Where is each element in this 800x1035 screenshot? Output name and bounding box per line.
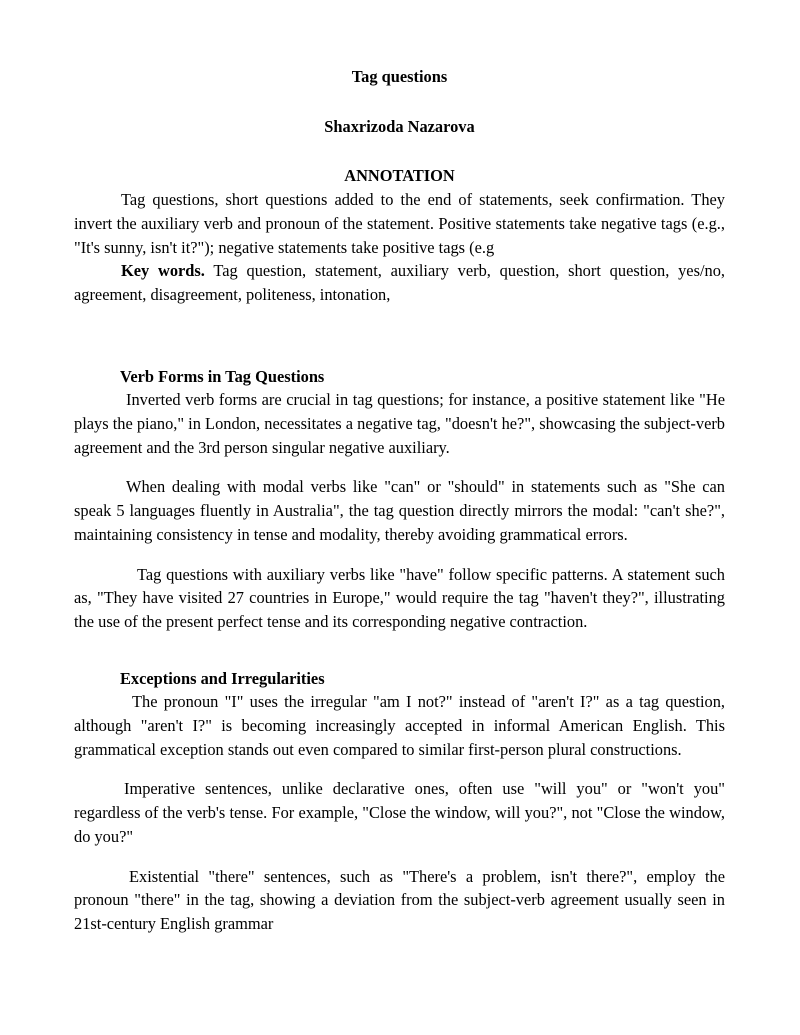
keywords-text: Tag question, statement, auxiliary verb, question, short question, yes/no, agreement, disagreement, politeness, intonation, bbox=[74, 261, 725, 304]
document-title: Tag questions bbox=[351, 67, 448, 86]
document-page bbox=[74, 65, 725, 936]
keywords-label: Key words. bbox=[121, 261, 205, 281]
author-name: Shaxrizoda Nazarova bbox=[324, 116, 475, 136]
annotation-paragraph: Tag questions, short questions added to the end of statements, seek confirmation. They invert the auxiliary verb and pronoun of the statement. Positive statements take negative tags (e.g., "It's sunny, isn't it?"); negative statements take positive tags (e.g bbox=[74, 190, 725, 257]
body-paragraph: Tag questions with auxiliary verbs like "have" follow specific patterns. A statement such as, "They have visited 27 countries in Europe," would require the tag "haven't they?", illustrating the use of the present perfect tense and its corresponding negative contraction. bbox=[74, 564, 725, 631]
body-paragraph: Imperative sentences, unlike declarative ones, often use "will you" or "won't you" regardless of the verb's tense. For example, "Close the window, will you?", not "Close the window, do you?" bbox=[74, 779, 725, 846]
body-paragraph: Existential "there" sentences, such as "There's a problem, isn't there?", employ the pronoun "there" in the tag, showing a deviation from the subject-verb agreement usually seen in 21st-century English grammar bbox=[74, 866, 725, 933]
section-heading-verb-forms: Verb Forms in Tag Questions bbox=[120, 366, 325, 386]
body-paragraph: When dealing with modal verbs like "can" or "should" in statements such as "She can speak 5 languages fluently in Australia", the tag question directly mirrors the modal: "can't she?", maintaining consistency in tense and modality, thereby avoiding grammatical errors. bbox=[74, 477, 725, 544]
body-paragraph: Inverted verb forms are crucial in tag questions; for instance, a positive statement like "He plays the piano," in London, necessitates a negative tag, "doesn't he?", showcasing the subject-verb agreement and the 3rd person singular negative auxiliary. bbox=[74, 390, 725, 457]
section-heading-exceptions: Exceptions and Irregularities bbox=[120, 668, 325, 688]
keywords-paragraph bbox=[74, 259, 725, 306]
body-paragraph: The pronoun "I" uses the irregular "am I not?" instead of "aren't I?" as a tag question, although "aren't I?" is becoming increasingly accepted in informal American English. This grammatical exception stands out even compared to similar first-person plural constructions. bbox=[74, 692, 725, 759]
annotation-heading: ANNOTATION bbox=[344, 166, 455, 186]
